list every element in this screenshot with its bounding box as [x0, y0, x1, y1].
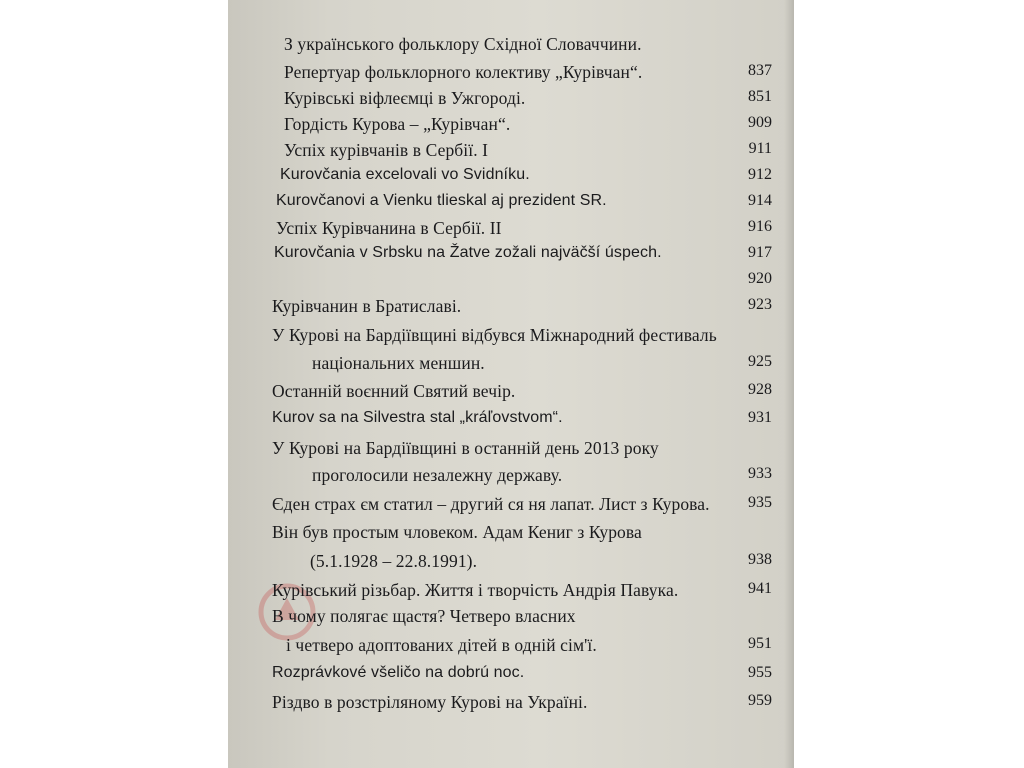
toc-entry — [272, 192, 772, 218]
toc-page-number: 959 — [748, 692, 772, 709]
toc-entry-title: національних меншин. — [312, 353, 485, 373]
toc-entry — [272, 166, 772, 192]
toc-entry — [272, 34, 772, 60]
toc-page-number: 951 — [748, 635, 772, 652]
toc-page-number: 911 — [748, 140, 772, 157]
toc-page-number: 917 — [748, 244, 772, 261]
toc-page-number: 941 — [748, 580, 772, 597]
toc-entry — [272, 438, 772, 464]
toc-entry-title: і четверо адоптованих дітей в одній сім'ї. — [286, 635, 597, 655]
toc-entry — [272, 635, 772, 661]
toc-entry-title: Kurovčania v Srbsku na Žatve zožali najväčší úspech. — [274, 244, 662, 261]
toc-entry — [272, 551, 772, 577]
toc-entry — [272, 409, 772, 435]
toc-entry-title: У Курові на Бардіївщині відбувся Міжнародний фестиваль — [272, 325, 717, 345]
toc-entry-title: З українського фольклору Східної Словаччини. — [284, 34, 642, 54]
toc-entry — [272, 218, 772, 244]
toc-entry-title: Різдво в розстріляному Курові на Україні. — [272, 692, 588, 712]
toc-page-number: 928 — [748, 381, 772, 398]
toc-entry-title: Успіх Курівчанина в Сербії. ІІ — [276, 218, 502, 238]
toc-entry-title: Він був простым чловеком. Адам Кениг з Курова — [272, 522, 642, 542]
toc-page-number: 837 — [748, 62, 772, 79]
toc-entry — [272, 522, 772, 548]
toc-entry-title: В чому полягає щастя? Четверо власних — [272, 606, 576, 626]
toc-entry — [272, 664, 772, 690]
toc-page-number: 955 — [748, 664, 772, 681]
toc-page-number: 916 — [748, 218, 772, 235]
toc-entry — [272, 465, 772, 491]
toc-entry — [272, 580, 772, 606]
toc-page-number: 925 — [748, 353, 772, 370]
toc-entry — [272, 606, 772, 632]
toc-entry-title: Єден страх єм статил – другий ся ня лапат. Лист з Курова. — [272, 494, 710, 514]
toc-entry-title: Курівський різьбар. Життя і творчість Андрія Павука. — [272, 580, 679, 600]
toc-entry-title: (5.1.1928 – 22.8.1991). — [310, 551, 478, 571]
toc-entry-title: У Курові на Бардіївщині в останній день 2013 року — [272, 438, 659, 458]
toc-entry-title: Гордість Курова – „Курівчан“. — [284, 114, 511, 134]
toc-entry-title: Rozprávkové všeličo na dobrú noc. — [272, 664, 525, 681]
toc-entry — [272, 62, 772, 88]
toc-page-number: 920 — [748, 270, 772, 287]
toc-page-number: 933 — [748, 465, 772, 482]
toc-entry — [272, 244, 772, 270]
toc-page-number: 923 — [748, 296, 772, 313]
toc-entry — [272, 494, 772, 520]
toc-page-number: 909 — [748, 114, 772, 131]
toc-page-number: 935 — [748, 494, 772, 511]
toc-entry — [272, 270, 772, 296]
toc-entry — [272, 325, 772, 351]
toc-entry — [272, 353, 772, 379]
page-shadow-edge — [784, 0, 794, 768]
toc-page-number: 914 — [748, 192, 772, 209]
toc-entry-title: Kurovčanovi a Vienku tlieskal aj prezident SR. — [276, 192, 607, 209]
toc-entry — [272, 88, 772, 114]
toc-entry-title: Курівські віфлеємці в Ужгороді. — [284, 88, 526, 108]
toc-entry-title: проголосили незалежну державу. — [312, 465, 563, 485]
toc-entry-title: Kurovčania excelovali vo Svidníku. — [280, 166, 530, 183]
toc-entry — [272, 140, 772, 166]
toc-page-number: 912 — [748, 166, 772, 183]
toc-entry — [272, 114, 772, 140]
toc-page-number: 851 — [748, 88, 772, 105]
toc-entry — [272, 381, 772, 407]
toc-page-number: 931 — [748, 409, 772, 426]
toc-entry — [272, 296, 772, 322]
toc-entry-title: Останній воєнний Святий вечір. — [272, 381, 516, 401]
toc-entry-title: Курівчанин в Братиславі. — [272, 296, 462, 316]
toc-entry-title: Успіх курівчанів в Сербії. І — [284, 140, 489, 160]
toc-page-number: 938 — [748, 551, 772, 568]
toc-entry-title: Репертуар фольклорного колективу „Курівчан“. — [284, 62, 643, 82]
toc-entry — [272, 692, 772, 718]
toc-entry-title: Kurov sa na Silvestra stal „kráľovstvom“. — [272, 409, 563, 426]
